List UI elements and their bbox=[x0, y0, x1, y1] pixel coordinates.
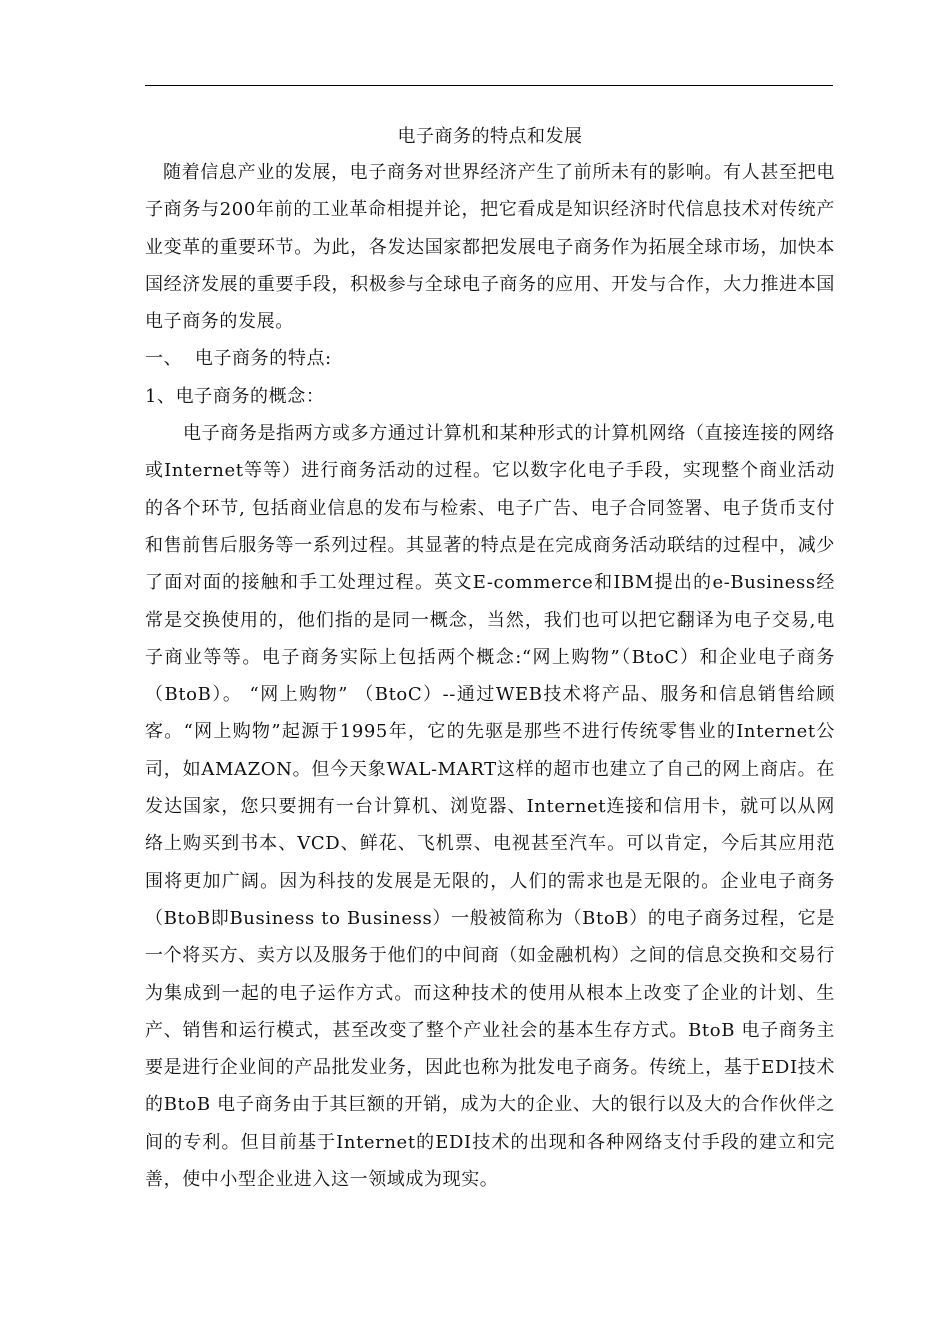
document-body bbox=[145, 122, 835, 1198]
section-heading: 一、 电子商务的特点: bbox=[145, 348, 332, 370]
intro-paragraph: 随着信息产业的发展，电子商务对世界经济产生了前所未有的影响。有人甚至把电子商务与200年前的工业革命相提并论，把它看成是知识经济时代信息技术对传统产业变革的重要环节。为此，各发达国家都把发展电子商务作为拓展全球市场，加快本国经济发展的重要手段，积极参与全球电子商务的应用、开发与合作，大力推进本国电子商务的发展。 bbox=[145, 162, 835, 333]
document-title: 电子商务的特点和发展 bbox=[397, 126, 583, 147]
header-rule bbox=[145, 85, 833, 86]
subsection-heading: 1、电子商务的概念： bbox=[145, 385, 325, 407]
body-paragraph: 电子商务是指两方或多方通过计算机和某种形式的计算机网络（直接连接的网络或Internet等等）进行商务活动的过程。它以数字化电子手段，实现整个商业活动的各个环节, 包括商业信息的发布与检索、电子广告、电子合同签署、电子货币支付和售前售后服务等一系列过程。其显著的特点是在完成商务活动联结的过程中，减少了面对面的接触和手工处理过程。英文E-commerce和IBM提出的e-Business经常是交换使用的，他们指的是同一概念，当然，我们也可以把它翻译为电子交易,电子商业等等。电子商务实际上包括两个概念:“网上购物”（BtoC）和企业电子商务（BtoB）。 “网上购物” （BtoC）--通过WEB技术将产品、服务和信息销售给顾客。“网上购物”起源于1995年，它的先驱是那些不进行传统零售业的Internet公司，如AMAZON。但今天象WAL-MART这样的超市也建立了自己的网上商店。在发达国家，您只要拥有一台计算机、浏览器、Internet连接和信用卡，就可以从网络上购买到书本、VCD、鲜花、飞机票、电视甚至汽车。可以肯定，今后其应用范围将更加广阔。因为科技的发展是无限的，人们的需求也是无限的。企业电子商务（BtoB即Business to Business）一般被简称为（BtoB）的电子商务过程，它是一个将买方、卖方以及服务于他们的中间商（如金融机构）之间的信息交换和交易行为集成到一起的电子运作方式。而这种技术的使用从根本上改变了企业的计划、生产、销售和运行模式，甚至改变了整个产业社会的基本生存方式。BtoB 电子商务主要是进行企业间的产品批发业务，因此也称为批发电子商务。传统上，基于EDI技术的BtoB 电子商务由于其巨额的开销，成为大的企业、大的银行以及大的合作伙伴之间的专利。但目前基于Internet的EDI技术的出现和各种网络支付手段的建立和完善，使中小型企业进入这一领域成为现实。 bbox=[145, 423, 835, 1191]
